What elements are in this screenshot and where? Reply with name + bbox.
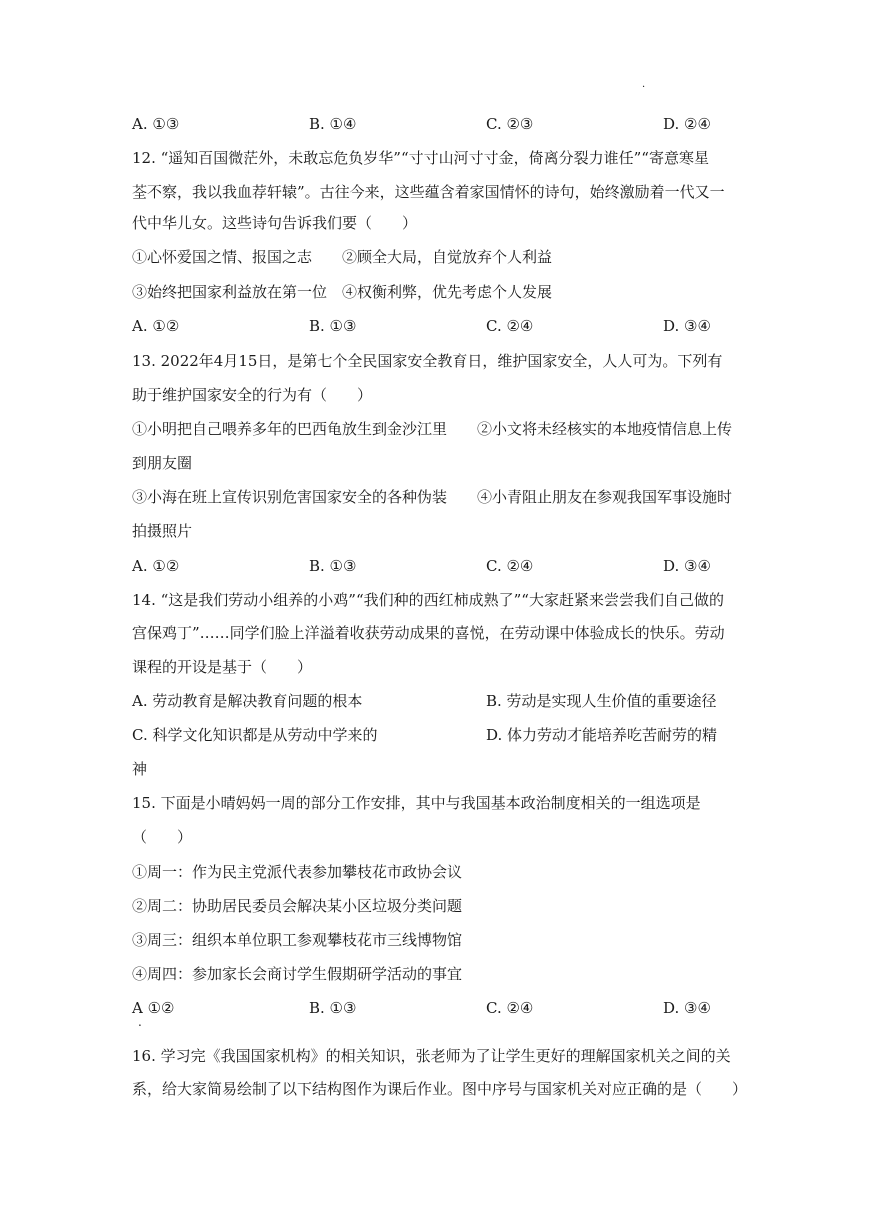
question-stem-line: 荃不察，我以我血荐轩辕”。古往今来，这些蕴含着家国情怀的诗句，始终激励着一代又一 (132, 183, 725, 201)
statement-line: ②周二：协助居民委员会解决某小区垃圾分类问题 (132, 897, 463, 915)
stray-dot-mark: . (138, 1015, 142, 1029)
option-a: A. ①③ (132, 115, 180, 133)
option-a: A. ①② (132, 557, 180, 575)
option-c: C. 科学文化知识都是从劳动中学来的 (132, 726, 378, 744)
statement-line: ③小海在班上宣传识别危害国家安全的各种伪装 ④小青阻止朋友在参观我国军事设施时 (132, 488, 733, 506)
question-stem-line: 14. “这是我们劳动小组养的小鸡”“我们种的西红柿成熟了”“大家赶紧来尝尝我们自己做的 (132, 591, 724, 609)
question-stem-line: 助于维护国家安全的行为有（ ） (132, 386, 373, 404)
option-d-wrap: 神 (132, 760, 148, 778)
statement-line: ①周一：作为民主党派代表参加攀枝花市政协会议 (132, 863, 463, 881)
statement-line: ①小明把自己喂养多年的巴西龟放生到金沙江里 ②小文将未经核实的本地疫情信息上传 (132, 420, 733, 438)
option-b: B. 劳动是实现人生价值的重要途径 (486, 692, 717, 710)
question-stem-line: 16. 学习完《我国国家机构》的相关知识，张老师为了让学生更好的理解国家机关之间的关 (132, 1047, 731, 1065)
option-d: D. 体力劳动才能培养吃苦耐劳的精 (486, 726, 718, 744)
option-d: D. ③④ (663, 317, 711, 335)
top-dot-mark: · (642, 82, 646, 93)
question-stem-line: 系，给大家简易绘制了以下结构图作为课后作业。图中序号与国家机关对应正确的是（ ） (132, 1080, 748, 1098)
option-c: C. ②③ (486, 115, 534, 133)
option-a: A ①② (132, 999, 175, 1017)
question-stem-line: 15. 下面是小晴妈妈一周的部分工作安排，其中与我国基本政治制度相关的一组选项是 (132, 794, 701, 812)
option-b: B. ①③ (309, 317, 357, 335)
option-c: C. ②④ (486, 557, 534, 575)
statement-line: ③始终把国家利益放在第一位 ④权衡利弊，优先考虑个人发展 (132, 283, 553, 301)
question-stem-line: 12. “遥知百国微茫外，未敢忘危负岁华”“寸寸山河寸寸金，倚离分裂力谁任”“寄意寒星 (132, 149, 709, 167)
option-b: B. ①④ (309, 115, 357, 133)
statement-line: ④周四：参加家长会商讨学生假期研学活动的事宜 (132, 965, 463, 983)
option-a: A. ①② (132, 317, 180, 335)
question-stem-line: 课程的开设是基于（ ） (132, 658, 313, 676)
question-stem-line: （ ） (132, 828, 193, 846)
statement-line: ①心怀爱国之情、报国之志 ②顾全大局，自觉放弃个人利益 (132, 248, 553, 266)
option-d: D. ③④ (663, 999, 711, 1017)
option-b: B. ①③ (309, 999, 357, 1017)
option-c: C. ②④ (486, 999, 534, 1017)
option-a: A. 劳动教育是解决教育问题的根本 (132, 692, 363, 710)
statement-line: 拍摄照片 (132, 522, 193, 540)
option-c: C. ②④ (486, 317, 534, 335)
option-d: D. ③④ (663, 557, 711, 575)
question-stem-line: 13. 2022年4月15日，是第七个全民国家安全教育日，维护国家安全，人人可为。下列有 (132, 352, 723, 370)
option-b: B. ①③ (309, 557, 357, 575)
statement-line: 到朋友圈 (132, 454, 193, 472)
question-stem-line: 宫保鸡丁”……同学们脸上洋溢着收获劳动成果的喜悦，在劳动课中体验成长的快乐。劳动 (132, 624, 725, 642)
option-d: D. ②④ (663, 115, 711, 133)
question-stem-line: 代中华儿女。这些诗句告诉我们要（ ） (132, 214, 418, 232)
statement-line: ③周三：组织本单位职工参观攀枝花市三线博物馆 (132, 931, 463, 949)
